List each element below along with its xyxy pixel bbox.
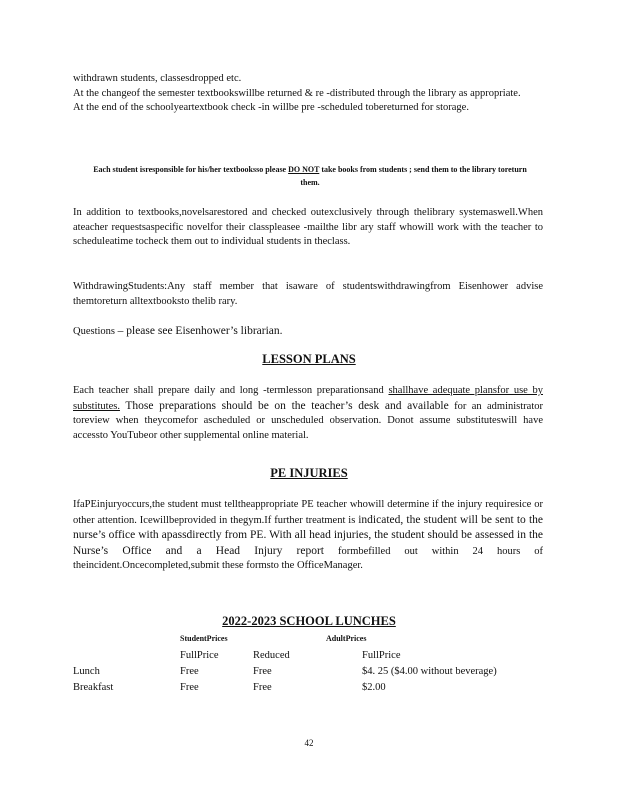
lunch-price-table	[73, 634, 543, 698]
lunches-heading: 2022-2023 SCHOOL LUNCHES	[222, 614, 396, 628]
pe-injuries-part3: formbefilled out within 24 hours of theincident.Oncecompleted,submit these formsto the OfficeManager.	[73, 545, 544, 572]
pe-injuries-heading: PE INJURIES	[270, 466, 348, 480]
pe-injuries-part1: IfaPEinjuryoccurs,the student must telltheappropriate PE teacher whowill determine if the injury requiresice or other attention. Icewillbeprovided in thegym.If further treatment is	[73, 499, 543, 526]
intro-line-3: At the end of the schoolyeartextbook check -in willbe pre -scheduled tobereturned for storage.	[73, 102, 469, 114]
intro-section	[73, 72, 543, 116]
lesson-plans-part2: Those preparations should be on the teacher’s desk and available	[119, 399, 449, 412]
responsibility-after: take books from students ; send them to the library toreturn them.	[300, 165, 527, 187]
withdrawing-text: WithdrawingStudents:Any staff member that isaware of studentswithdrawingfrom Eisenhower advise themtoreturn alltextbooksto thelib rary.	[73, 281, 543, 307]
col-reduced: Reduced	[253, 650, 290, 661]
lesson-plans-part3: for an administrator toreview when theycomefor ascheduled or unscheduled observation. Donot assume substituteswill have accessto YouTubeor other supplemental online material.	[73, 400, 544, 441]
withdrawing-paragraph	[73, 280, 543, 309]
responsibility-note	[90, 163, 530, 189]
row-breakfast-full: Free	[180, 682, 199, 693]
row-lunch-adult: $4. 25 ($4.00 without beverage)	[362, 666, 497, 677]
lesson-plans-part1: Each teacher shall prepare daily and long -termlesson preparationsand	[73, 385, 389, 396]
responsibility-before: Each student isresponsible for his/her textbooksso please	[93, 165, 289, 174]
row-breakfast-reduced: Free	[253, 682, 272, 693]
lesson-plans-paragraph	[73, 384, 543, 443]
col-full-price: FullPrice	[180, 650, 219, 661]
col-adult-full-price: FullPrice	[362, 650, 401, 661]
responsibility-emphasis: DO NOT	[288, 165, 320, 174]
row-breakfast-adult: $2.00	[362, 682, 386, 693]
row-lunch-full: Free	[180, 666, 199, 677]
row-lunch-reduced: Free	[253, 666, 272, 677]
page-number: 42	[304, 738, 314, 748]
novels-text: In addition to textbooks,novelsarestored and checked outexclusively through thelibrary systemaswell.When ateacher requestsaspecific novelfor their classpleasee -mailthe libr ary staff whowill work with the teacher to scheduleatime tocheck them out to individual students in theclass.	[73, 207, 543, 248]
questions-label: Questions	[73, 326, 118, 337]
student-prices-label: StudentPrices	[180, 634, 228, 643]
row-breakfast-item: Breakfast	[73, 682, 114, 693]
pe-injuries-paragraph	[73, 498, 543, 574]
questions-line	[73, 324, 543, 340]
row-lunch-item: Lunch	[73, 666, 100, 677]
intro-line-1: withdrawn students, classesdropped etc.	[73, 73, 242, 84]
lesson-plans-underlined: shallhave adequate plansfor use by substitutes.	[73, 385, 543, 412]
lesson-plans-heading: LESSON PLANS	[262, 352, 356, 366]
novels-paragraph	[73, 206, 543, 250]
adult-prices-label: AdultPrices	[326, 634, 367, 643]
questions-text: – please see Eisenhower’s librarian.	[117, 325, 283, 337]
pe-injuries-part2: indicated, the student will be sent to the nurse’s office with apassdirectly from PE. With all head injuries, the student should be assessed in the Nurse’s Office and a Head Injury report	[73, 513, 544, 557]
intro-line-2: At the changeof the semester textbookswillbe returned & re -distributed through the library as appropriate.	[73, 87, 521, 99]
